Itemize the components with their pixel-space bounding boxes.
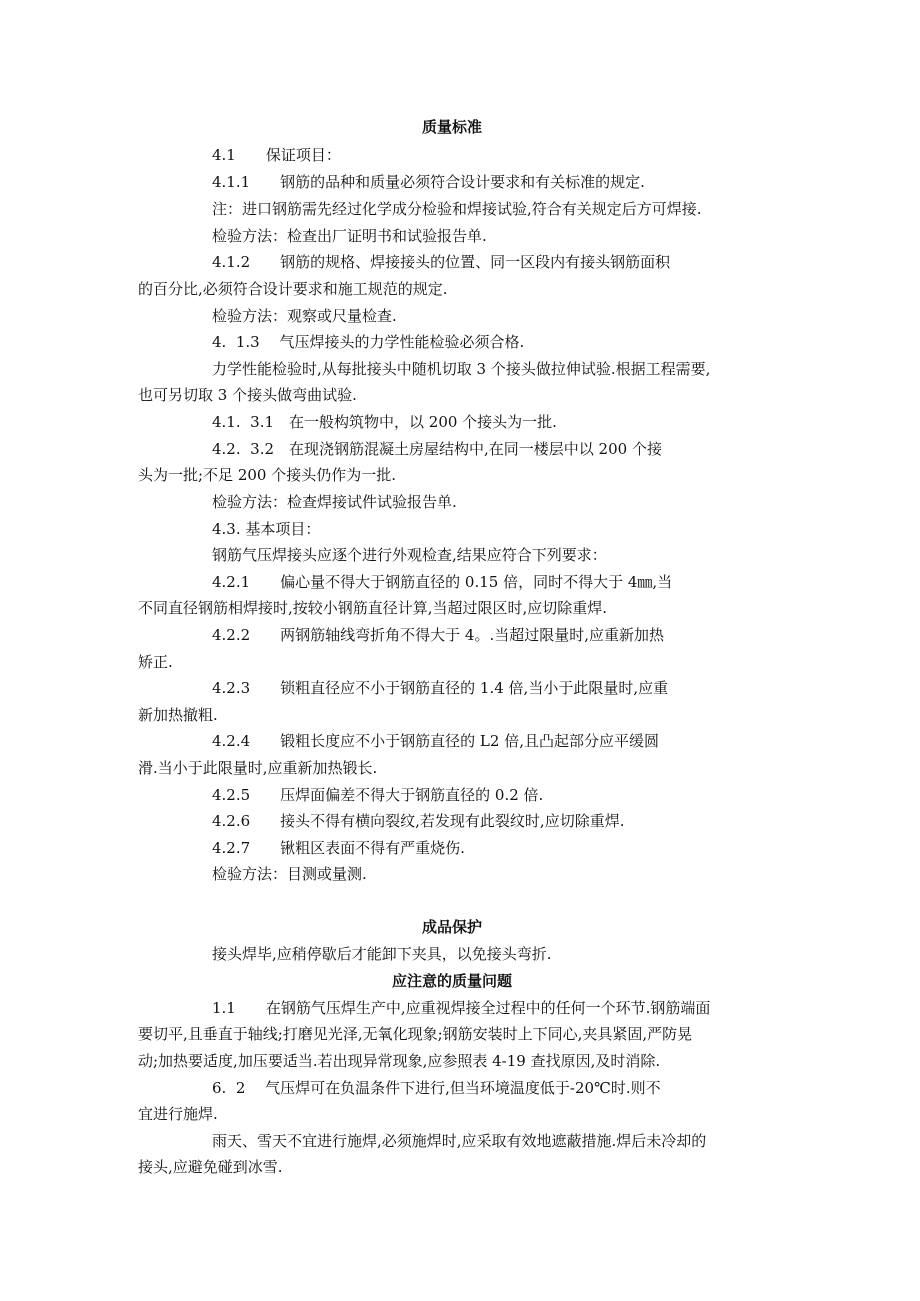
paragraph-line: 矫正. [138,653,173,671]
paragraph-line: 要切平,且垂直于轴线;打磨见光泽,无氧化现象;钢筋安装时上下同心,夹具紧固,严防晃 [138,1025,693,1043]
paragraph-line: 4.1 保证项目： [212,146,341,164]
paragraph-line: 1.1 在钢筋气压焊生产中,应重视焊接全过程中的任何一个环节.钢筋端面 [212,999,711,1017]
paragraph-line: 雨天、雪天不宜进行施焊,必须施焊时,应采取有效地遮蔽措施.焊后未冷却的 [212,1132,707,1150]
paragraph-line: 宜进行施焊. [138,1105,218,1123]
paragraph-line: 注：进口钢筋需先经过化学成分检验和焊接试验,符合有关规定后方可焊接. [212,200,702,218]
paragraph-line: 检验方法：目测或量测. [212,865,367,883]
paragraph-line: 4.2.7 锹粗区表面不得有严重烧伤. [212,839,465,857]
section-title-attention-issues: 应注意的质量问题 [392,972,513,990]
paragraph-line: 4.1.2 钢筋的规格、焊接接头的位置、同一区段内有接头钢筋面积 [212,253,671,271]
paragraph-line: 接头,应避免碰到冰雪. [138,1158,283,1176]
paragraph-line: 4.1. 3.1 在一般构筑物中，以 200 个接头为一批. [212,413,557,431]
paragraph-line: 也可另切取 3 个接头做弯曲试验. [138,386,357,404]
paragraph-line: 动;加热要适度,加压要适当.若出现异常现象,应参照表 4-19 查找原因,及时消除. [138,1052,661,1070]
paragraph-line: 力学性能检验时,从每批接头中随机切取 3 个接头做拉伸试验.根据工程需要, [212,360,711,378]
paragraph-line: 的百分比,必须符合设计要求和施工规范的规定. [138,280,448,298]
paragraph-line: 接头焊毕,应稍停歇后才能卸下夹具，以免接头弯折. [212,945,552,963]
paragraph-line: 4.2.6 接头不得有横向裂纹,若发现有此裂纹时,应切除重焊. [212,812,625,830]
paragraph-line: 钢筋气压焊接头应逐个进行外观检查,结果应符合下列要求： [212,546,607,564]
paragraph-line: 滑.当小于此限量时,应重新加热锻长. [138,759,378,777]
paragraph-line: 4.2.4 锻粗长度应不小于钢筋直径的 L2 倍,且凸起部分应平缓圆 [212,732,659,750]
paragraph-line: 6. 2 气压焊可在负温条件下进行,但当环境温度低于-20℃时.则不 [212,1079,661,1097]
paragraph-line: 4.1.1 钢筋的品种和质量必须符合设计要求和有关标准的规定. [212,173,645,191]
paragraph-line: 新加热撤粗. [138,706,218,724]
paragraph-line: 头为一批;不足 200 个接头仍作为一批. [138,466,396,484]
section-title-product-protection: 成品保护 [422,918,483,936]
paragraph-line: 检验方法：检查焊接试件试验报告单. [212,493,457,511]
paragraph-line: 4.2.2 两钢筋轴线弯折角不得大于 4。.当超过限量时,应重新加热 [212,626,665,644]
paragraph-line: 4. 1.3 气压焊接头的力学性能检验必须合格. [212,333,525,351]
paragraph-line: 4.2. 3.2 在现浇钢筋混凝土房屋结构中,在同一楼层中以 200 个接 [212,440,662,458]
paragraph-line: 4.2.3 锁粗直径应不小于钢筋直径的 1.4 倍,当小于此限量时,应重 [212,679,669,697]
section-title-quality-standard: 质量标准 [422,118,483,136]
paragraph-line: 4.2.5 压焊面偏差不得大于钢筋直径的 0.2 倍. [212,786,544,804]
paragraph-line: 检验方法：检查出厂证明书和试验报告单. [212,227,487,245]
paragraph-line: 4.3. 基本项目： [212,520,321,538]
paragraph-line: 不同直径钢筋相焊接时,按较小钢筋直径计算,当超过限区时,应切除重焊. [138,599,608,617]
paragraph-line: 4.2.1 偏心量不得大于钢筋直径的 0.15 倍，同时不得大于 4㎜,当 [212,573,673,591]
paragraph-line: 检验方法：观察或尺量检查. [212,307,397,325]
